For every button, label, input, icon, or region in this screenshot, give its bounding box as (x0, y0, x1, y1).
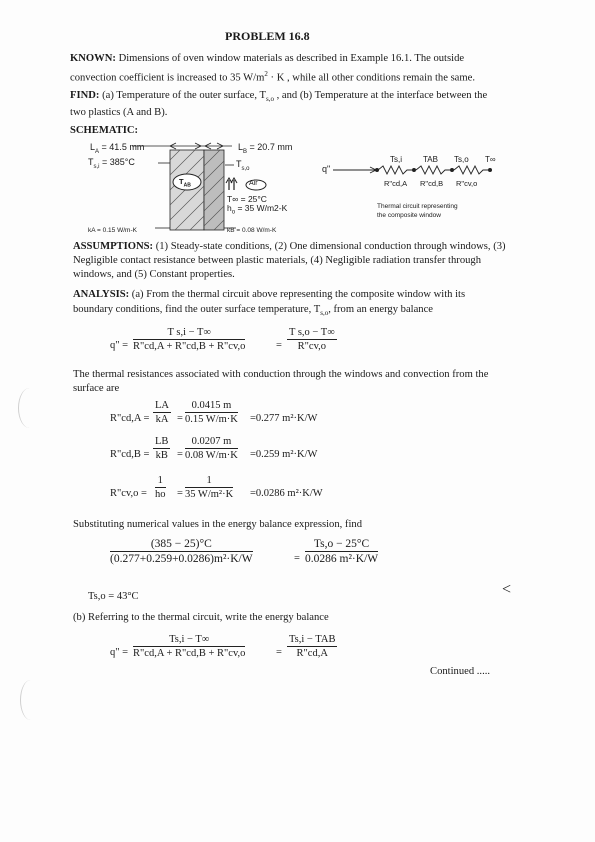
known-text-2a: convection coefficient is increased to 35 W/m (70, 72, 265, 84)
problem-title: PROBLEM 16.8 (225, 29, 310, 43)
thermal-circuit (333, 166, 488, 174)
binder-hole-mark (20, 680, 41, 720)
schematic-label: SCHEMATIC: (70, 125, 139, 136)
rc-lhs: R"cv,o = (110, 488, 147, 499)
node-tinf (488, 168, 492, 172)
rb-lhs: R"cd,B = (110, 449, 150, 460)
eq1-lhs: q" = (110, 340, 129, 351)
lb-label: $L_B = 20.7$ mm (238, 142, 293, 155)
answer-mark: < (502, 581, 512, 598)
circuit-caption-2: the composite window (377, 212, 441, 219)
ra-lhs: R"cd,A = (110, 413, 150, 424)
eq3-equals: = (276, 647, 282, 658)
binder-hole-mark (18, 388, 41, 428)
rc-fraction-2: $\frac{1}{\text{35 W/m²·K}}$ (185, 475, 234, 500)
rc-equals: = (177, 488, 183, 499)
known-sup: 2 (264, 70, 268, 78)
node-tso (450, 168, 454, 172)
node-tsi (375, 168, 379, 172)
ra-equals: = (177, 413, 183, 424)
eq3-fraction-2: Ts,i − TAB R"cd,A (289, 634, 336, 659)
find-text-1a: (a) Temperature of the outer surface, T (102, 90, 266, 101)
analysis-label: ANALYSIS: (73, 289, 130, 300)
circuit-node-tso: Ts,o (454, 155, 469, 164)
find-text-1b: , and (b) Temperature at the interface between the (276, 90, 488, 101)
assumptions-line-2: Negligible contact resistance between plastic materials, (4) Negligible radiation transfer through (73, 255, 482, 266)
circuit-res-c: R"cv,o (456, 179, 478, 188)
ho-label: $h_o = 35$ W/m2-K (227, 203, 288, 216)
eq3-fraction-1: $\frac{Ts,i - T\infty}{R"cd,A + R"cd,B + R"cv,o}$ (133, 634, 246, 659)
find-label: FIND: (70, 90, 100, 101)
rc-result: =0.0286 m²·K/W (250, 488, 323, 499)
continued-text: Continued ..... (430, 666, 491, 677)
tab-label: $T_{AB}$ (179, 177, 191, 189)
result-tso: Ts,o = 43°C (88, 591, 139, 602)
eq1-fraction-2: $\frac{\text{T s,o − T∞}}{R"cv,o}$ (289, 327, 335, 352)
eq2-fraction-1: $\frac{(385 - 25)^\circ C}{\text{(0.277+0.259+0.0286)m²·K/W}}$ (110, 538, 253, 565)
ka-label: kA = 0.15 W/m-K (88, 227, 137, 234)
assumptions-label: ASSUMPTIONS: (73, 241, 154, 252)
circuit-node-tab: TAB (423, 155, 438, 164)
eq3-lhs: q" = (110, 647, 129, 658)
assumptions-line-1: ASSUMPTIONS: (1) Steady-state conditions, (2) One dimensional conduction through windows, (3) (73, 241, 506, 252)
rc-fraction-1: $\frac{1}{ho}$ (155, 475, 166, 500)
ra-fraction-2: $\frac{0.0415 m}{0.15 W/m\cdot K}$ (185, 400, 238, 425)
find-line-2: two plastics (A and B). (70, 107, 168, 118)
resistor-cd-a (378, 166, 412, 174)
rb-fraction-2: $\frac{0.0207 m}{0.08 W/m\cdot K}$ (185, 436, 238, 461)
circuit-res-b: R"cd,B (420, 179, 444, 188)
analysis-line-1: ANALYSIS: (a) From the thermal circuit above representing the composite window with its (73, 289, 466, 300)
resistor-cd-b (416, 166, 450, 174)
resistance-text-1: The thermal resistances associated with conduction through the windows and convection from the (73, 369, 489, 380)
circuit-node-tinf: T∞ (485, 155, 496, 164)
eq2-fraction-2: $\frac{Ts,o - 25^\circ C}{\text{0.0286 m²·K/W}}$ (305, 538, 379, 565)
la-label: $L_A = 41.5$ mm (90, 142, 145, 155)
circuit-caption-1: Thermal circuit representing (377, 203, 458, 210)
eq2-equals: = (294, 553, 300, 564)
tso-label: $T_{s,o}$ (236, 159, 250, 172)
analysis-line-2: boundary conditions, find the outer surface temperature, $T_{s,o}$, from an energy balance (73, 304, 434, 318)
eq1-equals: = (276, 340, 282, 351)
rb-fraction-1: $\frac{LB}{kB}$ (155, 436, 169, 461)
circuit-res-a: R"cd,A (384, 179, 408, 188)
air-label: Air (249, 180, 258, 187)
kb-label: kB = 0.08 W/m-K (227, 227, 277, 234)
circuit-q-label: q" (322, 164, 331, 174)
known-text-2b: · K , while all other conditions remain the same. (270, 72, 475, 84)
resistor-cv-o (454, 166, 488, 174)
window-material-b (204, 150, 224, 230)
ra-fraction-1: $\frac{LA}{kA}$ (155, 400, 169, 425)
substituting-text: Substituting numerical values in the energy balance expression, find (73, 519, 363, 530)
known-text-1: Dimensions of oven window materials as described in Example 16.1. The outside (118, 53, 465, 64)
tinf-label: T∞ = 25°C (227, 194, 267, 204)
part-b-text: (b) Referring to the thermal circuit, write the energy balance (73, 612, 329, 623)
eq1-fraction-1: $\frac{\text{T s,i − T∞}}{R"cd,A + R"cd,B + R"cv,o}$ (133, 327, 246, 352)
find-sub: s,o (265, 95, 274, 104)
ra-result: =0.277 m²·K/W (250, 413, 318, 424)
rb-equals: = (177, 449, 183, 460)
rb-result: =0.259 m²·K/W (250, 449, 318, 460)
resistance-text-2: surface are (73, 383, 120, 394)
node-tab (412, 168, 416, 172)
assumptions-line-3: windows, and (5) Constant properties. (73, 269, 235, 280)
known-label: KNOWN: (70, 53, 116, 64)
tsi-label: $T_{s,i} = 385^\circ C$ (88, 157, 135, 170)
circuit-node-tsi: Ts,i (390, 155, 402, 164)
